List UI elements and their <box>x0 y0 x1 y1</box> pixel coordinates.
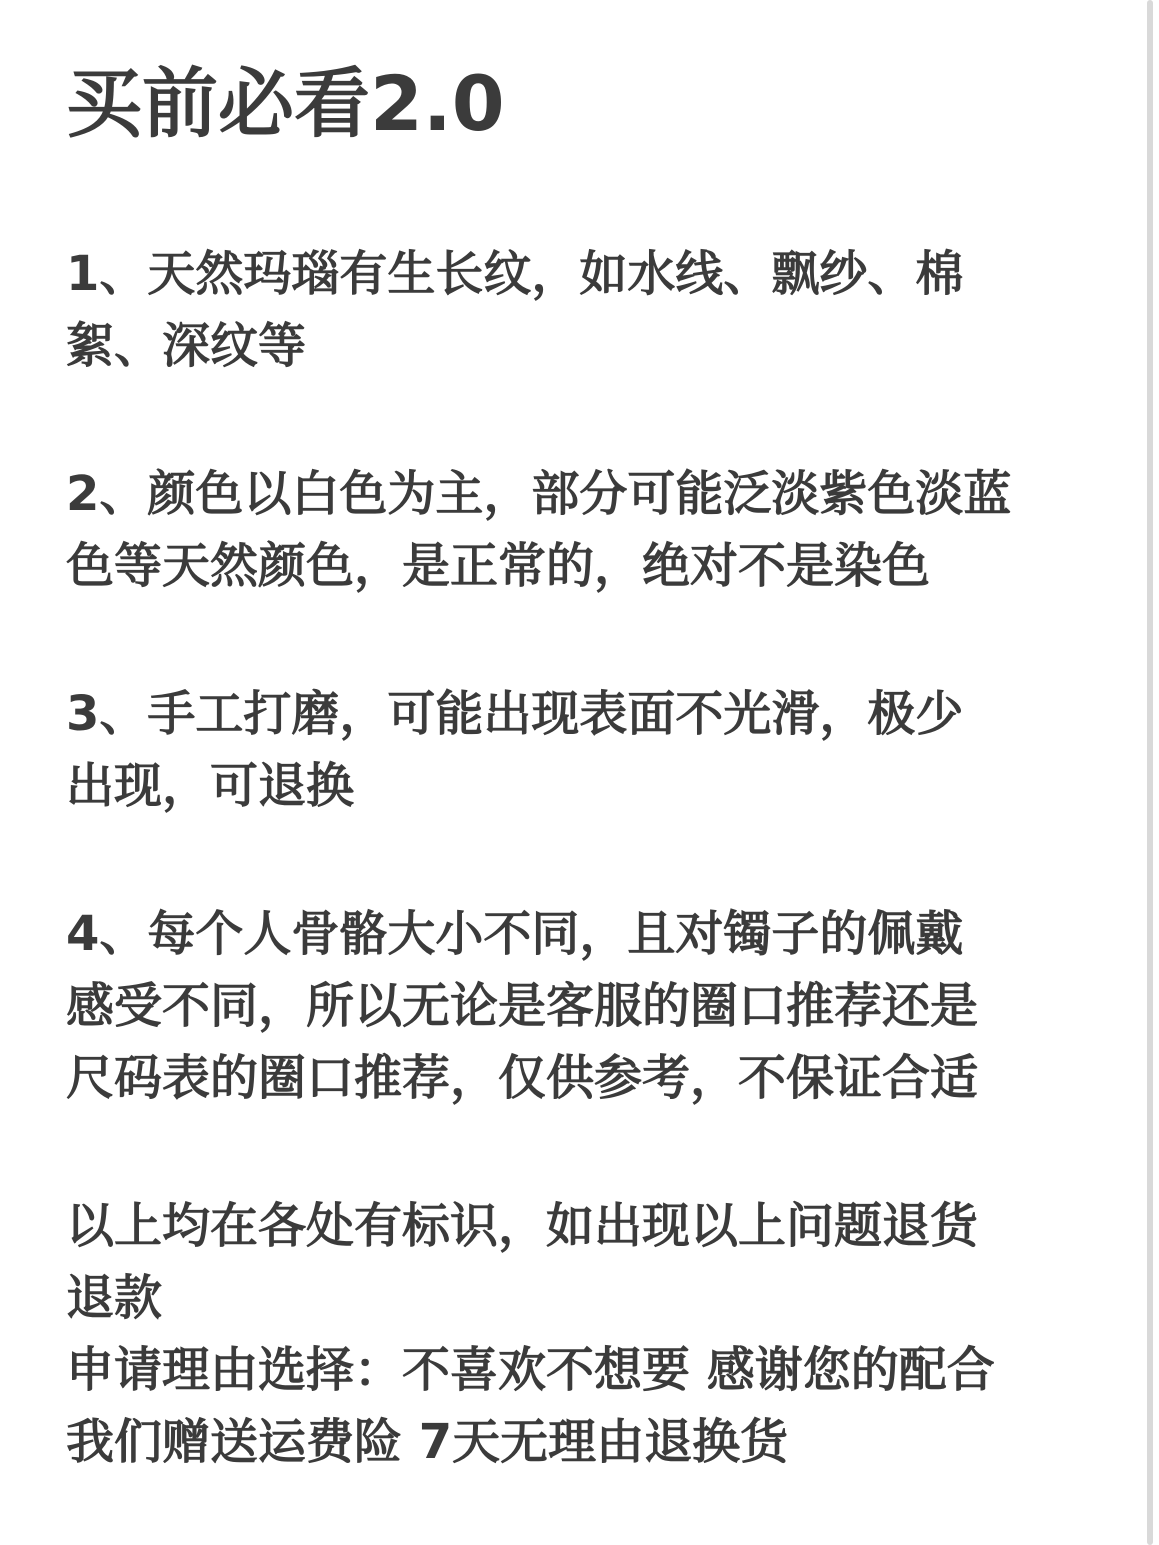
footer-note <box>66 1190 1116 1478</box>
notice-item-4 <box>66 898 1116 1114</box>
notice-item-3 <box>66 678 1116 822</box>
notice-line: 絮、深纹等 <box>66 318 307 374</box>
notice-line: 色等天然颜色，是正常的，绝对不是染色 <box>66 538 931 594</box>
notice-item-2 <box>66 458 1116 602</box>
notice-line: 感受不同，所以无论是客服的圈口推荐还是 <box>66 978 979 1034</box>
notice-line: 4、每个人骨骼大小不同，且对镯子的佩戴 <box>66 906 964 962</box>
notice-line: 3、手工打磨，可能出现表面不光滑，极少 <box>66 686 964 742</box>
scrollbar[interactable] <box>1147 0 1153 1545</box>
page-title: 买前必看2.0 <box>66 59 505 148</box>
notice-content <box>66 238 1116 1478</box>
notice-line: 1、天然玛瑙有生长纹，如水线、飘纱、棉 <box>66 246 964 302</box>
notice-line: 2、颜色以白色为主，部分可能泛淡紫色淡蓝 <box>66 466 1012 522</box>
footer-line: 申请理由选择：不喜欢不想要 感谢您的配合 <box>66 1342 995 1398</box>
footer-line: 退款 <box>66 1270 163 1326</box>
notice-line: 出现，可退换 <box>66 758 355 814</box>
footer-line: 以上均在各处有标识，如出现以上问题退货 <box>66 1198 979 1254</box>
notice-line: 尺码表的圈口推荐，仅供参考，不保证合适 <box>66 1050 979 1106</box>
footer-line: 我们赠送运费险 7天无理由退换货 <box>66 1414 789 1470</box>
notice-item-1 <box>66 238 1116 382</box>
